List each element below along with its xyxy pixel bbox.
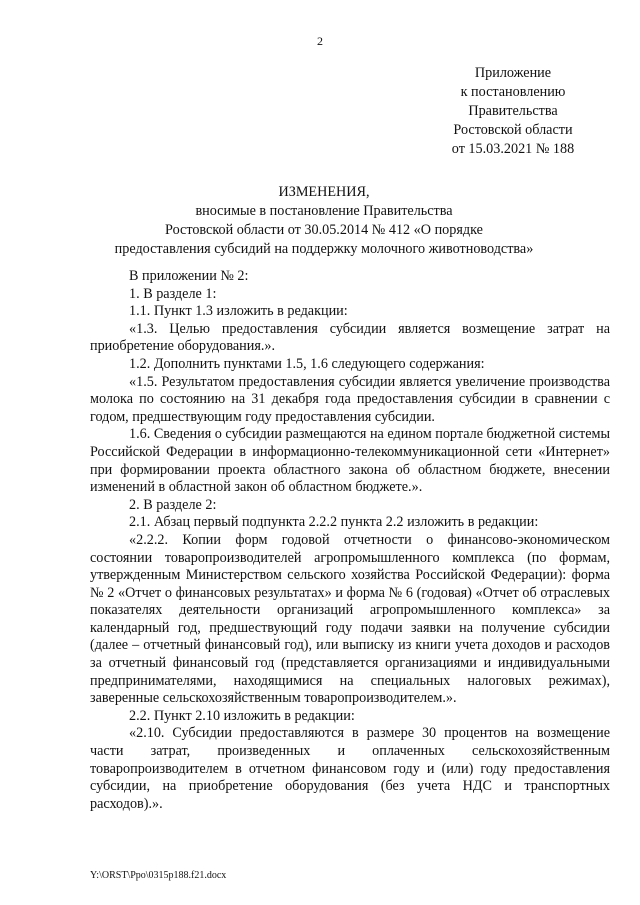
title-line: предоставления субсидий на поддержку молочного животноводства»	[114, 241, 534, 257]
paragraph: 1.6. Сведения о субсидии размещаются на едином портале бюджетной системы Российской Федерации в информационно-телекоммуникационной сети «Интернет» при формировании проекта областного закона об областном бюджете, внесении изменений в областной закон об областном бюджете.».	[90, 426, 611, 496]
title-line: Ростовской области от 30.05.2014 № 412 «О порядке	[165, 222, 483, 238]
paragraph: «2.10. Субсидии предоставляются в размере 30 процентов на возмещение части затрат, произведенных и оплаченных сельскохозяйственным товаропроизводителем в отчетном финансовом году и (или) году предоставления субсидии, на приобретение оборудования (без учета НДС и транспортных расходов).».	[90, 725, 610, 812]
annex-block	[438, 64, 588, 159]
paragraph: 1.2. Дополнить пунктами 1.5, 1.6 следующего содержания:	[129, 355, 485, 372]
document-body	[90, 268, 610, 813]
paragraph: В приложении № 2:	[129, 268, 249, 284]
annex-line: Приложение	[474, 65, 552, 81]
file-path-footer: Y:\ORST\Ppo\0315p188.f21.docx	[90, 870, 227, 881]
paragraph: 1. В разделе 1:	[129, 285, 217, 302]
annex-line: Ростовской области	[453, 122, 573, 138]
paragraph: 2. В разделе 2:	[129, 496, 217, 513]
paragraph: 2.1. Абзац первый подпункта 2.2.2 пункта 2.2 изложить в редакции:	[129, 514, 539, 531]
page-number: 2	[317, 34, 323, 48]
paragraph: 2.2. Пункт 2.10 изложить в редакции:	[129, 707, 355, 724]
paragraph: «2.2.2. Копии форм годовой отчетности о финансово-экономическом состоянии товаропроизводителей агропромышленного комплекса (по формам, утвержденным Министерством сельского хозяйства Российской Федерации): форма № 2 «Отчет о финансовых результатах» и форма № 6 (годовая) «Отчет об отраслевых показателях деятельности организаций агропромышленного комплекса» за календарный год, предшествующий году подачи заявки на получение субсидии (далее – отчетный финансовый год), или выписку из книги учета доходов и расходов за отчетный финансовый год (представляется организациями и индивидуальными предпринимателями, находящимися на специальных налоговых режимах), заверенные сельскохозяйственным товаропроизводителем.».	[90, 531, 610, 707]
title-line: вносимые в постановление Правительства	[195, 203, 453, 219]
document-title	[84, 183, 564, 259]
paragraph: «1.3. Целью предоставления субсидии является возмещение затрат на приобретение оборудования.».	[90, 320, 610, 355]
title-heading: ИЗМЕНЕНИЯ,	[278, 184, 370, 200]
annex-line: Правительства	[468, 103, 558, 119]
annex-line: к постановлению	[460, 84, 566, 100]
paragraph: «1.5. Результатом предоставления субсидии является увеличение производства молока по состоянию на 31 декабря года предоставления субсидии в сравнении с годом, предшествующим году предоставления субсидии.	[90, 373, 610, 425]
annex-line: от 15.03.2021 № 188	[451, 141, 575, 157]
paragraph: 1.1. Пункт 1.3 изложить в редакции:	[129, 303, 348, 320]
